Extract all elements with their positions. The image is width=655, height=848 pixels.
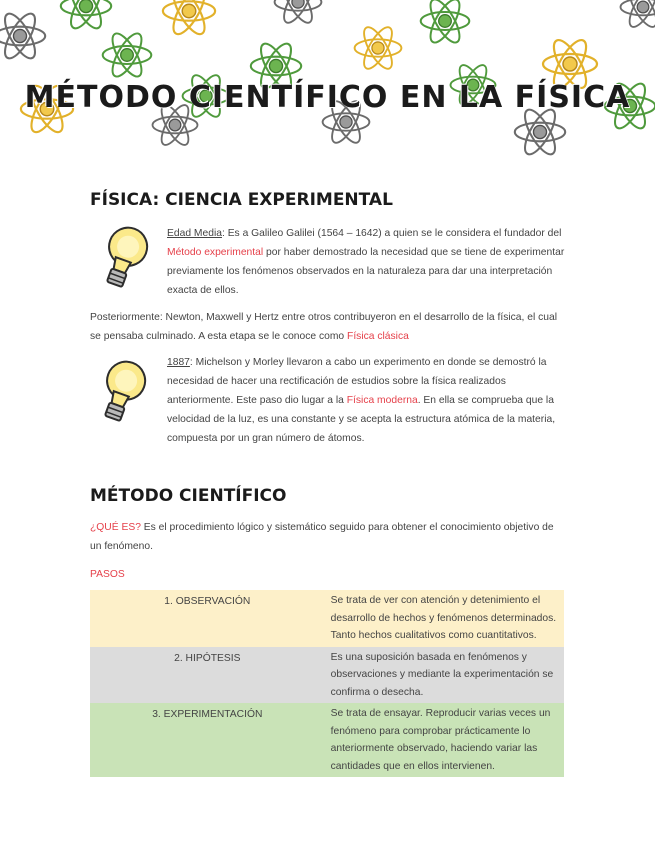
text: : Michelson y Morley llevaron a cabo un experimento en donde se demostró la necesidad de hacer una rectificación de estudios sobre la física realizados anteriormente. Este paso dio lugar a la bbox=[167, 357, 547, 406]
atom-icon bbox=[618, 0, 655, 32]
paragraph-edad-media bbox=[167, 224, 565, 300]
label-que-es: ¿QUÉ ES? bbox=[90, 522, 141, 533]
label-pasos: PASOS bbox=[90, 569, 125, 580]
label-edad-media: Edad Media bbox=[167, 228, 222, 239]
step-description: Se trata de ensayar. Reproducir varias veces un fenómeno para comprobar prácticamente lo anteriormente observado, haciendo variar las cantidades que en ellos intervienen. bbox=[325, 703, 564, 777]
paragraph-que-es bbox=[90, 518, 565, 556]
step-name: 1. OBSERVACIÓN bbox=[90, 590, 325, 647]
atom-icon bbox=[100, 28, 154, 82]
step-description: Se trata de ver con atención y detenimiento el desarrollo de hechos y fenómenos determinados. Tanto hechos cualitativos como cuantitativos. bbox=[325, 590, 564, 647]
atom-icon bbox=[352, 22, 404, 74]
table-row bbox=[90, 647, 564, 704]
lightbulb-icon bbox=[92, 356, 152, 428]
text: . En ella se comprueba que la velocidad de la luz, es una constante y se acepta la estructura atómica de la materia, compuesta por un gran número de átomos. bbox=[167, 395, 556, 444]
link-fisica-clasica: Física clásica bbox=[347, 331, 409, 342]
step-name: 2. HIPÓTESIS bbox=[90, 647, 325, 704]
atom-icon bbox=[418, 0, 472, 48]
step-description: Es una suposición basada en fenómenos y observaciones y mediante la experimentación se confirma o desecha. bbox=[325, 647, 564, 704]
atom-icon bbox=[272, 0, 324, 28]
atom-icon bbox=[160, 0, 218, 40]
link-fisica-moderna: Física moderna bbox=[346, 395, 418, 406]
table-row bbox=[90, 590, 564, 647]
table-row bbox=[90, 703, 564, 777]
link-metodo-experimental: Método experimental bbox=[167, 247, 264, 258]
atom-icon bbox=[0, 8, 48, 64]
text: por haber demostrado la necesidad que se tiene de experimentar previamente los fenómenos observados en la naturaleza para dar una interpretación exacta de ellos. bbox=[167, 247, 565, 296]
text: : Es a Galileo Galilei (1564 – 1642) a quien se le considera el fundador del bbox=[221, 228, 562, 239]
steps-table bbox=[90, 590, 564, 777]
section-heading-fisica-ciencia-experimental: FÍSICA: CIENCIA EXPERIMENTAL bbox=[90, 190, 393, 210]
text: Es el procedimiento lógico y sistemático seguido para obtener el conocimiento objetivo de un fenómeno. bbox=[90, 522, 554, 552]
section-heading-metodo-cientifico: MÉTODO CIENTÍFICO bbox=[90, 486, 287, 506]
lightbulb-icon bbox=[94, 222, 154, 294]
step-name: 3. EXPERIMENTACIÓN bbox=[90, 703, 325, 777]
paragraph-posteriormente bbox=[90, 308, 565, 346]
label-1887: 1887 bbox=[167, 357, 190, 368]
page-title: MÉTODO CIENTÍFICO EN LA FÍSICA bbox=[24, 80, 631, 115]
text: Posteriormente: Newton, Maxwell y Hertz entre otros contribuyeron en el desarrollo de la física, el cual se pensaba culminado. A esta etapa se le conoce como bbox=[90, 312, 558, 342]
paragraph-1887 bbox=[167, 353, 565, 448]
